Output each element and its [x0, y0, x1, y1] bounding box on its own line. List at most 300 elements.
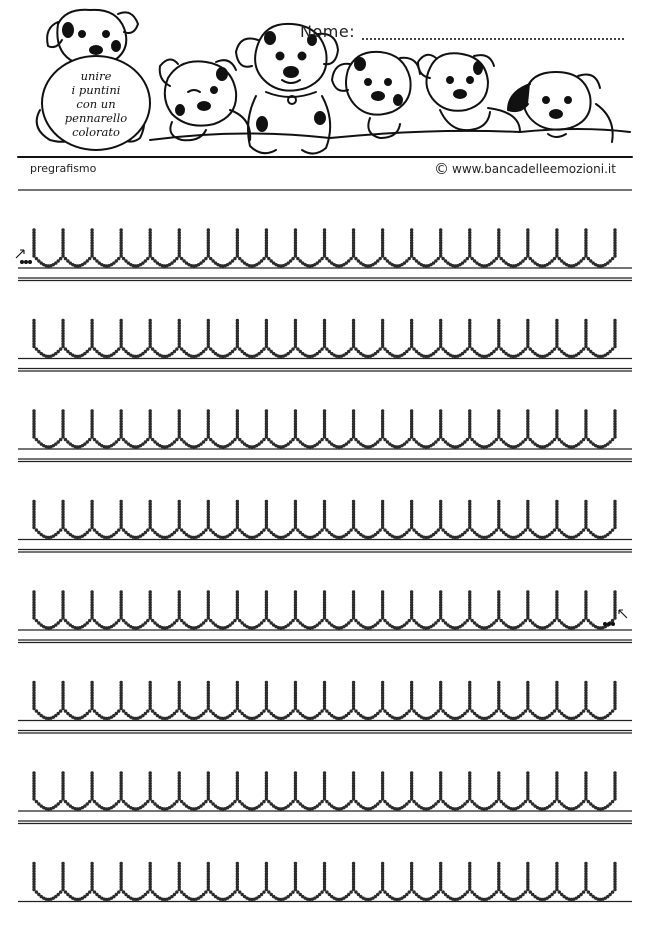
trace-dot	[88, 528, 91, 531]
trace-dot	[175, 257, 178, 260]
trace-dot	[146, 890, 149, 893]
trace-dot	[294, 435, 297, 438]
trace-dot	[584, 435, 587, 438]
trace-dot	[582, 347, 585, 350]
trace-dot	[500, 257, 503, 260]
trace-dot	[497, 616, 500, 619]
trace-dot	[61, 435, 64, 438]
trace-dot	[587, 619, 590, 622]
trace-dot	[325, 347, 328, 350]
trace-dot	[495, 347, 498, 350]
trace-dot	[584, 345, 587, 348]
trace-dot	[231, 531, 234, 534]
trace-dot	[294, 616, 297, 619]
trace-dot	[86, 712, 89, 715]
trace-dot	[376, 531, 379, 534]
trace-dot	[291, 709, 294, 712]
trace-dot	[238, 257, 241, 260]
trace-dot	[437, 528, 440, 531]
trace-dot	[349, 438, 352, 441]
trace-dot	[90, 435, 93, 438]
trace-dot	[122, 438, 125, 441]
trace-dot	[267, 890, 270, 893]
trace-dot	[119, 707, 122, 710]
trace-dot	[204, 800, 207, 803]
trace-dot	[209, 528, 212, 531]
trace-dot	[323, 526, 326, 529]
trace-dot	[412, 709, 415, 712]
trace-dot	[466, 800, 469, 803]
trace-dot	[90, 797, 93, 800]
trace-dot	[553, 619, 556, 622]
trace-dot	[180, 890, 183, 893]
trace-dot	[441, 438, 444, 441]
trace-dot	[495, 800, 498, 803]
trace-dot	[119, 345, 122, 348]
trace-dot	[434, 531, 437, 534]
trace-dot	[521, 621, 524, 624]
trace-dot	[495, 619, 498, 622]
trace-dot	[178, 254, 181, 257]
trace-dot	[231, 893, 234, 896]
trace-dot	[151, 347, 154, 350]
trace-dot	[437, 890, 440, 893]
trace-dot	[470, 890, 473, 893]
trace-dot	[238, 800, 241, 803]
trace-dot	[93, 800, 96, 803]
trace-dot	[90, 707, 93, 710]
trace-dot	[262, 528, 265, 531]
trace-dot	[553, 528, 556, 531]
trace-dot	[553, 438, 556, 441]
trace-dot	[492, 712, 495, 715]
start-dot	[24, 260, 28, 264]
trace-dot	[265, 526, 268, 529]
start-dot	[20, 260, 24, 264]
trace-dot	[325, 619, 328, 622]
trace-dot	[32, 345, 35, 348]
trace-dot	[296, 257, 299, 260]
trace-dot	[347, 712, 350, 715]
trace-dot	[59, 709, 62, 712]
trace-dot	[202, 802, 205, 805]
trace-dot	[412, 528, 415, 531]
trace-dot	[59, 619, 62, 622]
trace-dot	[558, 257, 561, 260]
trace-dot	[231, 259, 234, 262]
trace-dot	[175, 709, 178, 712]
trace-dot	[468, 526, 471, 529]
trace-dot	[149, 345, 152, 348]
trace-dot	[434, 893, 437, 896]
trace-dot	[408, 709, 411, 712]
trace-dot	[173, 802, 176, 805]
trace-dot	[204, 347, 207, 350]
trace-dot	[553, 890, 556, 893]
trace-dot	[378, 528, 381, 531]
trace-dot	[289, 802, 292, 805]
trace-dot	[144, 531, 147, 534]
trace-dot	[381, 254, 384, 257]
trace-dot	[434, 259, 437, 262]
name-label: Nome:	[300, 22, 356, 41]
trace-dot	[117, 347, 120, 350]
trace-dot	[231, 712, 234, 715]
trace-dot	[437, 709, 440, 712]
tracing-row[interactable]	[32, 681, 616, 720]
trace-dot	[260, 440, 263, 443]
trace-dot	[231, 621, 234, 624]
trace-dot	[173, 259, 176, 262]
trace-dot	[117, 257, 120, 260]
trace-dot	[260, 259, 263, 262]
trace-dot	[492, 350, 495, 353]
trace-dot	[178, 345, 181, 348]
trace-dot	[61, 888, 64, 891]
trace-dot	[267, 800, 270, 803]
trace-dot	[265, 888, 268, 891]
trace-dot	[468, 345, 471, 348]
trace-dot	[347, 350, 350, 353]
trace-dot	[497, 888, 500, 891]
trace-dot	[579, 712, 582, 715]
trace-dot	[35, 528, 38, 531]
trace-dot	[117, 709, 120, 712]
trace-dot	[553, 800, 556, 803]
trace-dot	[613, 707, 616, 710]
trace-dot	[608, 712, 611, 715]
trace-dot	[410, 345, 413, 348]
trace-dot	[354, 438, 357, 441]
trace-dot	[57, 802, 60, 805]
trace-dot	[233, 438, 236, 441]
trace-dot	[582, 800, 585, 803]
trace-dot	[35, 800, 38, 803]
trace-dot	[441, 347, 444, 350]
trace-dot	[347, 440, 350, 443]
trace-dot	[262, 890, 265, 893]
trace-dot	[178, 616, 181, 619]
trace-dot	[383, 709, 386, 712]
trace-dot	[558, 438, 561, 441]
trace-dot	[439, 435, 442, 438]
trace-dot	[608, 440, 611, 443]
trace-dot	[180, 257, 183, 260]
trace-dot	[555, 707, 558, 710]
trace-dot	[144, 259, 147, 262]
trace-dot	[323, 345, 326, 348]
trace-dot	[550, 712, 553, 715]
trace-dot	[35, 257, 38, 260]
trace-dot	[320, 257, 323, 260]
trace-dot	[265, 254, 268, 257]
trace-dot	[35, 438, 38, 441]
trace-dot	[178, 888, 181, 891]
trace-dot	[267, 438, 270, 441]
trace-dot	[265, 616, 268, 619]
trace-dot	[296, 800, 299, 803]
trace-dot	[383, 438, 386, 441]
trace-dot	[32, 707, 35, 710]
trace-dot	[209, 890, 212, 893]
trace-dot	[207, 345, 210, 348]
trace-dot	[146, 438, 149, 441]
tracing-row[interactable]	[32, 228, 616, 267]
trace-dot	[354, 800, 357, 803]
trace-dot	[441, 619, 444, 622]
tracing-row[interactable]	[32, 409, 616, 448]
trace-dot	[526, 526, 529, 529]
trace-dot	[180, 800, 183, 803]
trace-dot	[119, 435, 122, 438]
trace-dot	[497, 797, 500, 800]
trace-dot	[267, 257, 270, 260]
trace-dot	[209, 438, 212, 441]
trace-dot	[521, 350, 524, 353]
trace-dot	[119, 526, 122, 529]
trace-dot	[492, 440, 495, 443]
trace-dot	[439, 616, 442, 619]
trace-dot	[550, 531, 553, 534]
trace-dot	[611, 347, 614, 350]
trace-dot	[470, 528, 473, 531]
trace-dot	[146, 709, 149, 712]
instruction-line: unire	[80, 69, 112, 83]
trace-dot	[151, 257, 154, 260]
trace-dot	[352, 888, 355, 891]
trace-dot	[550, 440, 553, 443]
trace-dot	[64, 800, 67, 803]
trace-dot	[500, 438, 503, 441]
trace-dot	[236, 888, 239, 891]
trace-dot	[405, 712, 408, 715]
trace-dot	[296, 619, 299, 622]
copyright-icon: ©	[434, 160, 449, 178]
trace-dot	[408, 257, 411, 260]
trace-dot	[233, 709, 236, 712]
trace-dot	[267, 528, 270, 531]
trace-dot	[349, 890, 352, 893]
trace-dot	[146, 528, 149, 531]
trace-dot	[115, 440, 118, 443]
trace-dot	[405, 531, 408, 534]
trace-dot	[180, 528, 183, 531]
trace-dot	[468, 616, 471, 619]
trace-dot	[320, 890, 323, 893]
trace-dot	[354, 528, 357, 531]
trace-dot	[349, 347, 352, 350]
trace-dot	[289, 350, 292, 353]
trace-dot	[463, 350, 466, 353]
tracing-row[interactable]	[32, 500, 616, 539]
trace-dot	[587, 438, 590, 441]
trace-dot	[378, 709, 381, 712]
trace-dot	[151, 890, 154, 893]
trace-dot	[383, 257, 386, 260]
tracing-row[interactable]	[32, 862, 616, 901]
start-dot	[28, 260, 32, 264]
trace-dot	[408, 619, 411, 622]
tracing-row[interactable]	[32, 771, 616, 810]
trace-dot	[88, 619, 91, 622]
trace-dot	[468, 888, 471, 891]
start-arrow-icon	[16, 250, 24, 258]
trace-dot	[318, 350, 321, 353]
trace-dot	[582, 709, 585, 712]
trace-dot	[439, 707, 442, 710]
trace-dot	[497, 345, 500, 348]
trace-dot	[59, 347, 62, 350]
trace-dot	[57, 893, 60, 896]
trace-dot	[408, 890, 411, 893]
trace-dot	[558, 619, 561, 622]
trace-dot	[86, 621, 89, 624]
trace-dot	[466, 257, 469, 260]
trace-dot	[470, 800, 473, 803]
trace-dot	[173, 350, 176, 353]
trace-dot	[122, 709, 125, 712]
trace-dot	[558, 347, 561, 350]
trace-dot	[318, 531, 321, 534]
trace-dot	[349, 800, 352, 803]
trace-dot	[296, 438, 299, 441]
trace-dot	[410, 254, 413, 257]
trace-dot	[119, 254, 122, 257]
trace-dot	[86, 893, 89, 896]
trace-dot	[521, 440, 524, 443]
trace-dot	[93, 619, 96, 622]
tracing-row[interactable]	[32, 319, 616, 358]
trace-dot	[238, 890, 241, 893]
trace-dot	[122, 890, 125, 893]
trace-dot	[579, 259, 582, 262]
trace-dot	[405, 802, 408, 805]
trace-dot	[57, 350, 60, 353]
trace-dot	[233, 347, 236, 350]
trace-dot	[378, 890, 381, 893]
trace-dot	[463, 621, 466, 624]
trace-dot	[558, 709, 561, 712]
trace-dot	[352, 797, 355, 800]
trace-dot	[64, 438, 67, 441]
trace-dot	[521, 712, 524, 715]
trace-dot	[88, 347, 91, 350]
trace-dot	[410, 707, 413, 710]
trace-dot	[587, 528, 590, 531]
trace-dot	[209, 709, 212, 712]
trace-dot	[347, 893, 350, 896]
trace-dot	[466, 619, 469, 622]
trace-dot	[149, 797, 152, 800]
trace-dot	[381, 435, 384, 438]
trace-dot	[151, 709, 154, 712]
trace-dot	[294, 797, 297, 800]
trace-dot	[260, 712, 263, 715]
trace-dot	[439, 797, 442, 800]
trace-dot	[526, 254, 529, 257]
trace-dot	[500, 800, 503, 803]
trace-dot	[93, 347, 96, 350]
trace-dot	[115, 621, 118, 624]
trace-dot	[376, 350, 379, 353]
trace-dot	[553, 709, 556, 712]
trace-dot	[59, 257, 62, 260]
trace-dot	[151, 438, 154, 441]
instruction-line: pennarello	[64, 111, 128, 125]
trace-dot	[463, 712, 466, 715]
trace-dot	[555, 254, 558, 257]
trace-dot	[149, 616, 152, 619]
trace-dot	[117, 438, 120, 441]
trace-dot	[115, 802, 118, 805]
trace-dot	[57, 259, 60, 262]
trace-dot	[492, 802, 495, 805]
trace-dot	[526, 707, 529, 710]
trace-dot	[318, 893, 321, 896]
trace-dot	[93, 438, 96, 441]
trace-dot	[265, 435, 268, 438]
trace-dot	[613, 254, 616, 257]
trace-dot	[146, 619, 149, 622]
trace-dot	[202, 350, 205, 353]
trace-dot	[500, 890, 503, 893]
trace-dot	[555, 797, 558, 800]
trace-dot	[347, 802, 350, 805]
trace-dot	[376, 712, 379, 715]
trace-dot	[57, 712, 60, 715]
trace-dot	[35, 347, 38, 350]
trace-dot	[35, 890, 38, 893]
trace-dot	[323, 888, 326, 891]
trace-dot	[587, 890, 590, 893]
trace-dot	[267, 709, 270, 712]
trace-dot	[238, 619, 241, 622]
trace-dot	[294, 707, 297, 710]
trace-dot	[550, 259, 553, 262]
trace-dot	[59, 528, 62, 531]
trace-dot	[260, 350, 263, 353]
trace-dot	[296, 528, 299, 531]
trace-dot	[294, 888, 297, 891]
trace-dot	[88, 257, 91, 260]
trace-dot	[441, 890, 444, 893]
trace-dot	[579, 802, 582, 805]
trace-dot	[144, 440, 147, 443]
trace-dot	[262, 800, 265, 803]
trace-dot	[59, 800, 62, 803]
trace-dot	[64, 528, 67, 531]
trace-dot	[204, 438, 207, 441]
trace-dot	[434, 712, 437, 715]
trace-dot	[88, 890, 91, 893]
trace-dot	[434, 440, 437, 443]
tracing-row[interactable]	[32, 590, 616, 629]
trace-dot	[587, 347, 590, 350]
trace-dot	[236, 707, 239, 710]
trace-dot	[173, 893, 176, 896]
trace-dot	[611, 619, 614, 622]
trace-dot	[495, 890, 498, 893]
trace-dot	[151, 528, 154, 531]
trace-dot	[90, 616, 93, 619]
trace-dot	[231, 440, 234, 443]
trace-dot	[553, 257, 556, 260]
trace-dot	[352, 616, 355, 619]
trace-dot	[466, 347, 469, 350]
trace-dot	[437, 438, 440, 441]
trace-dot	[149, 254, 152, 257]
trace-dot	[587, 709, 590, 712]
